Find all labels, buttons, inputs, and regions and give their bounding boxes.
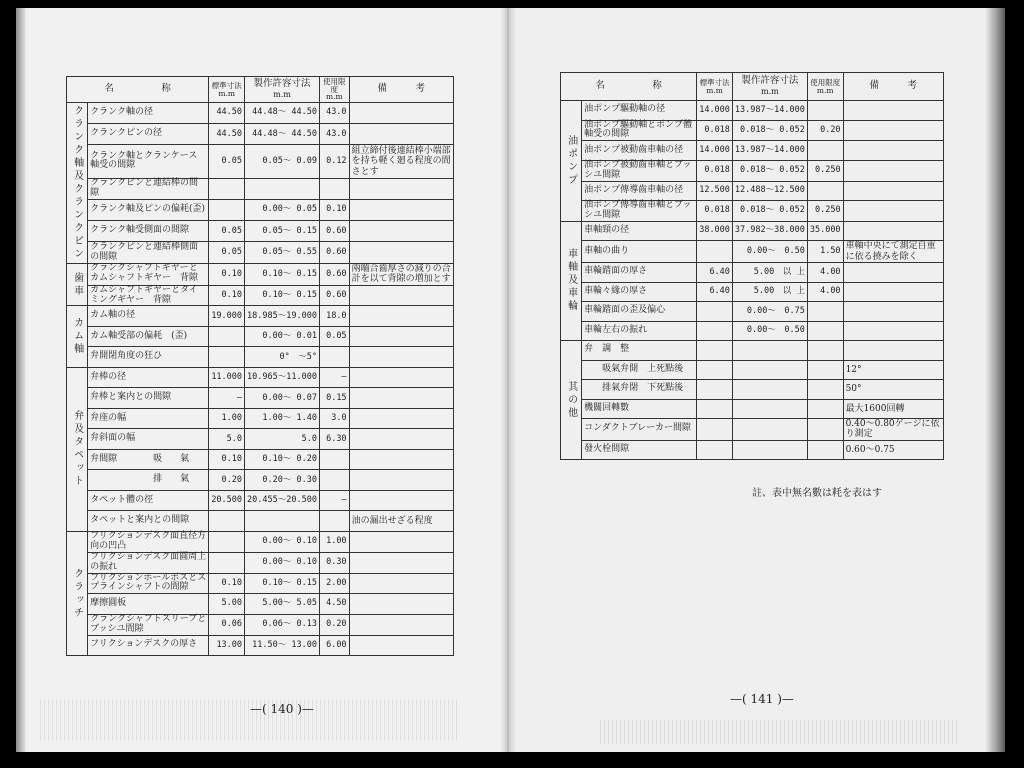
standard-value [697,321,733,341]
category-label: クラッチ [67,531,88,655]
category-label: カム軸 [67,306,88,368]
tolerance-value: 0.10〜 0.15 [245,285,320,306]
remark [843,282,943,302]
tolerance-value [732,399,807,419]
item-name: 弁斜面の幅 [88,429,209,450]
standard-value [209,326,245,347]
item-name: 車輪踏面の歪及偏心 [582,302,697,322]
scan-noise [600,720,960,744]
remark [349,242,453,264]
tolerance-value [732,440,807,460]
tolerance-value: 0.018〜 0.052 [732,201,807,222]
table-row [561,399,944,419]
table-row [67,594,454,615]
limit-value: 18.0 [319,306,349,327]
limit-value [319,449,349,470]
remark [349,306,453,327]
tolerance-value: 10.965〜11.000 [245,367,320,388]
standard-value: 0.20 [209,470,245,491]
table-row [561,341,944,361]
limit-value: 43.0 [319,124,349,145]
item-name: フリクションデスク面圓周上の振れ [88,552,209,573]
limit-value [319,347,349,368]
table-row [67,573,454,594]
tolerance-value: 12.488〜12.500 [732,181,807,201]
standard-value: 19.000 [209,306,245,327]
remark [349,635,453,656]
limit-value [807,419,843,441]
remark [349,614,453,635]
category-label: 弁及タペット [67,367,88,531]
tolerance-value [245,178,320,200]
limit-value: 35.000 [807,221,843,241]
remark [349,429,453,450]
item-name: 發火栓間隙 [582,440,697,460]
standard-value [209,531,245,552]
tolerance-value: 0.00〜 0.10 [245,552,320,573]
standard-value [697,341,733,361]
limit-value [807,321,843,341]
table-row [67,242,454,264]
standard-value: 12.500 [697,181,733,201]
limit-value: 1.00 [319,531,349,552]
tolerance-value: 5.00〜 5.05 [245,594,320,615]
limit-value [319,178,349,200]
standard-value: 0.10 [209,449,245,470]
limit-value: 2.00 [319,573,349,594]
item-name: フリクションデスクの厚さ [88,635,209,656]
standard-value: 6.40 [697,282,733,302]
tolerance-value: 0.05〜 0.55 [245,242,320,264]
remark [349,326,453,347]
header-limit: 使用限度 m.m [807,73,843,101]
standard-value: 11.000 [209,367,245,388]
remark [843,263,943,283]
header-remarks: 備 考 [349,77,453,103]
category-label: 車軸及車輪 [561,221,582,340]
tolerance-value: 13.987〜14.000 [732,101,807,121]
remark [843,201,943,222]
header-standard: 標準寸法 m.m [697,73,733,101]
item-name: クランクシャフトギヤーとカムシャフトギヤー 背隙 [88,264,209,286]
tolerance-value: 20.455〜20.500 [245,490,320,511]
spec-table-left [66,76,454,656]
standard-value: 6.40 [697,263,733,283]
standard-value [697,399,733,419]
standard-value: 5.00 [209,594,245,615]
standard-value [209,347,245,368]
tolerance-value: 5.00 以 上 [732,282,807,302]
table-row [67,511,454,532]
tolerance-value: 0.10〜 0.15 [245,573,320,594]
item-name: 弁棒の径 [88,367,209,388]
remark [349,367,453,388]
remark [843,141,943,161]
remark: 油の漏出せざる程度 [349,511,453,532]
remark: 12° [843,360,943,380]
tolerance-value: 0.00〜 0.50 [732,321,807,341]
tolerance-value: 13.987〜14.000 [732,141,807,161]
category-label: 其の他 [561,341,582,460]
limit-value [319,511,349,532]
remark [843,181,943,201]
limit-value: 0.12 [319,145,349,178]
standard-value [697,380,733,400]
limit-value [807,380,843,400]
item-name: クランクピンと連結棒側面の間隙 [88,242,209,264]
item-name: 車輪左右の振れ [582,321,697,341]
table-row [561,201,944,222]
limit-value: 3.0 [319,408,349,429]
remark [349,490,453,511]
limit-value: — [319,367,349,388]
tolerance-value: 0.00〜 0.75 [732,302,807,322]
table-row [67,490,454,511]
left-page-edge [16,8,26,752]
tolerance-value: 0.018〜 0.052 [732,120,807,141]
standard-value [697,360,733,380]
table-row [67,326,454,347]
standard-value: 0.10 [209,264,245,286]
standard-value [697,440,733,460]
standard-value: — [209,388,245,409]
header-name: 名 称 [561,73,697,101]
item-name: 車輪々緣の厚さ [582,282,697,302]
limit-value [319,470,349,491]
limit-value [807,181,843,201]
header-standard: 標準寸法 m.m [209,77,245,103]
standard-value [697,419,733,441]
remark [349,124,453,145]
remark: 0.60〜0.75 [843,440,943,460]
remark [349,388,453,409]
tolerance-value: 0.00〜 0.50 [732,241,807,263]
tolerance-value: 0.05〜 0.09 [245,145,320,178]
standard-value: 0.05 [209,145,245,178]
tolerance-value: 5.0 [245,429,320,450]
remark [843,321,943,341]
table-row [67,145,454,178]
item-name: 吸氣弁開 上死點後 [582,360,697,380]
standard-value: 0.10 [209,573,245,594]
limit-value: 0.60 [319,264,349,286]
item-name: 車輪踏面の厚さ [582,263,697,283]
table-row [561,101,944,121]
limit-value: — [319,490,349,511]
standard-value: 38.000 [697,221,733,241]
table-row [67,552,454,573]
standard-value: 1.00 [209,408,245,429]
standard-value [209,178,245,200]
remark [843,221,943,241]
item-name: 弁座の幅 [88,408,209,429]
item-name: クランク軸受側面の間隙 [88,221,209,242]
item-name: クランクピンの径 [88,124,209,145]
tolerance-value: 0.05〜 0.15 [245,221,320,242]
standard-value: 44.50 [209,124,245,145]
standard-value [209,200,245,221]
remark [349,470,453,491]
table-row [561,141,944,161]
tolerance-value: 11.50〜 13.00 [245,635,320,656]
table-row [561,440,944,460]
table-row [561,282,944,302]
table-row [561,380,944,400]
table-row [561,419,944,441]
tolerance-value [732,360,807,380]
spec-table-right [560,72,944,460]
item-name: 油ポンプ被動齒車軸の径 [582,141,697,161]
limit-value: 0.20 [319,614,349,635]
remark: 車軸中央にて測定自重に依る撓みを除く [843,241,943,263]
remark: 0.40〜0.80ゲージに依り測定 [843,419,943,441]
remark: 兩嚙合齒厚さの減りの合計を以て背隙の増加とす [349,264,453,286]
tolerance-value: 5.00 以 上 [732,263,807,283]
tolerance-value [245,511,320,532]
remark [843,120,943,141]
tolerance-value: 44.48〜 44.50 [245,103,320,124]
standard-value: 20.500 [209,490,245,511]
table-row [561,181,944,201]
standard-value [209,552,245,573]
table-row [67,449,454,470]
item-name: コンダクトブレーカー間隙 [582,419,697,441]
limit-value: 4.00 [807,263,843,283]
header-tolerance: 製作許容寸法 m.m [732,73,807,101]
item-name: 油ポンプ傳導齒車軸とブッシユ間隙 [582,201,697,222]
table-row [561,302,944,322]
category-label: 油ポンプ [561,101,582,222]
limit-value: 0.60 [319,242,349,264]
limit-value [807,141,843,161]
table-row [67,264,454,286]
tolerance-value: 0.00〜 0.05 [245,200,320,221]
limit-value: 6.00 [319,635,349,656]
item-name: タペット體の徑 [88,490,209,511]
remark [843,101,943,121]
table-row [67,470,454,491]
item-name: 弁棒と案内との間隙 [88,388,209,409]
table-row [67,285,454,306]
tolerance-value [732,419,807,441]
standard-value: 0.10 [209,285,245,306]
tolerance-value: 0.10〜 0.15 [245,264,320,286]
item-name: 油ポンプ被動齒車軸とブッシユ間隙 [582,160,697,181]
limit-value [807,302,843,322]
standard-value: 0.06 [209,614,245,635]
standard-value: 13.00 [209,635,245,656]
remark [349,573,453,594]
remark [349,103,453,124]
remark [349,221,453,242]
item-name: 弁 調 整 [582,341,697,361]
item-name: 油ポンプ驅動軸の径 [582,101,697,121]
remark [349,347,453,368]
remark [349,285,453,306]
table-row [67,306,454,327]
item-name: カム軸の径 [88,306,209,327]
table-row [67,367,454,388]
tolerance-value: 0.06〜 0.13 [245,614,320,635]
limit-value [807,101,843,121]
standard-value: 14.000 [697,141,733,161]
remark: 組立締付後連結棒小端部を持ち軽く廻る程度の間さとす [349,145,453,178]
table-row [561,160,944,181]
item-name: フリクションホールボスとスプラインシャフトの間隙 [88,573,209,594]
limit-value: 0.20 [807,120,843,141]
standard-value: 0.05 [209,242,245,264]
table-row [67,103,454,124]
table-row [561,221,944,241]
tolerance-value: 0.00〜 0.10 [245,531,320,552]
standard-value [697,241,733,263]
tolerance-value: 0° 〜5° [245,347,320,368]
table-row [561,263,944,283]
remark [843,302,943,322]
limit-value: 0.250 [807,201,843,222]
remark: 最大1600回轉 [843,399,943,419]
item-name: フリクションデスク面直径方向の凹凸 [88,531,209,552]
tolerance-value: 44.48〜 44.50 [245,124,320,145]
table-row [67,124,454,145]
item-name: 摩擦圓板 [88,594,209,615]
table-row [561,120,944,141]
remark: 50° [843,380,943,400]
limit-value: 0.60 [319,221,349,242]
limit-value: 1.50 [807,241,843,263]
limit-value: 4.50 [319,594,349,615]
category-label: クランク軸及クランクピン [67,103,88,264]
standard-value: 0.018 [697,120,733,141]
table-row [67,408,454,429]
standard-value: 0.05 [209,221,245,242]
standard-value: 0.018 [697,160,733,181]
item-name: クランク軸及ピンの偏耗(歪) [88,200,209,221]
remark [843,341,943,361]
tolerance-value: 0.10〜 0.20 [245,449,320,470]
standard-value: 0.018 [697,201,733,222]
tolerance-value: 0.00〜 0.01 [245,326,320,347]
standard-value: 44.50 [209,103,245,124]
item-name: タペットと案内との間隙 [88,511,209,532]
item-name: 車軸頸の径 [582,221,697,241]
remark [349,594,453,615]
tolerance-value: 0.018〜 0.052 [732,160,807,181]
remark [349,200,453,221]
limit-value: 0.15 [319,388,349,409]
limit-value [807,360,843,380]
table-row [67,531,454,552]
item-name: 排 氣 [88,470,209,491]
item-name: クランクシャフトスリーブとブッシユ間隙 [88,614,209,635]
remark [349,408,453,429]
tolerance-value [732,341,807,361]
standard-value: 5.0 [209,429,245,450]
remark [349,178,453,200]
table-row [67,388,454,409]
table-row [67,347,454,368]
book-gutter [500,8,516,752]
tolerance-value: 1.00〜 1.40 [245,408,320,429]
item-name: 弁間隙 吸 氣 [88,449,209,470]
page-number-right: —( 141 )— [730,692,794,706]
limit-value: 4.00 [807,282,843,302]
item-name: カムシャフトギヤーとタイミングギヤー 背隙 [88,285,209,306]
limit-value [807,341,843,361]
item-name: 排氣弁閉 下死點後 [582,380,697,400]
item-name: カム軸受部の偏耗 (歪) [88,326,209,347]
item-name: クランクピンと連結棒の間隙 [88,178,209,200]
footnote: 註、表中無名數は粍を表はす [752,488,882,499]
table-row [67,635,454,656]
table-row [67,178,454,200]
item-name: 車軸の曲り [582,241,697,263]
tolerance-value: 0.00〜 0.07 [245,388,320,409]
limit-value: 6.30 [319,429,349,450]
item-name: クランク軸の径 [88,103,209,124]
header-remarks: 備 考 [843,73,943,101]
remark [349,531,453,552]
item-name: 弁開閉角度の狂ひ [88,347,209,368]
header-limit: 使用限度 m.m [319,77,349,103]
table-row [561,360,944,380]
standard-value [209,511,245,532]
header-name: 名 称 [67,77,209,103]
remark [349,449,453,470]
category-label: 歯車 [67,264,88,306]
limit-value: 0.30 [319,552,349,573]
header-tolerance: 製作許容寸法 m.m [245,77,320,103]
right-page-edge [985,8,1005,752]
table-row [561,241,944,263]
page-number-left: —( 140 )— [250,702,314,716]
limit-value [807,399,843,419]
limit-value: 43.0 [319,103,349,124]
table-row [67,429,454,450]
item-name: 油ポンプ傳導齒車軸の径 [582,181,697,201]
tolerance-value: 18.985〜19.000 [245,306,320,327]
tolerance-value [732,380,807,400]
item-name: クランク軸とクランケース軸受の間隙 [88,145,209,178]
item-name: 油ポンプ驅動軸とポンプ體軸受の間隙 [582,120,697,141]
remark [349,552,453,573]
standard-value: 14.000 [697,101,733,121]
tolerance-value: 0.20〜 0.30 [245,470,320,491]
limit-value: 0.10 [319,200,349,221]
standard-value [697,302,733,322]
limit-value: 0.60 [319,285,349,306]
limit-value: 0.05 [319,326,349,347]
table-row [67,614,454,635]
limit-value [807,440,843,460]
table-row [561,321,944,341]
item-name: 機關回轉數 [582,399,697,419]
limit-value: 0.250 [807,160,843,181]
table-row [67,221,454,242]
tolerance-value: 37.982〜38.000 [732,221,807,241]
table-row [67,200,454,221]
remark [843,160,943,181]
